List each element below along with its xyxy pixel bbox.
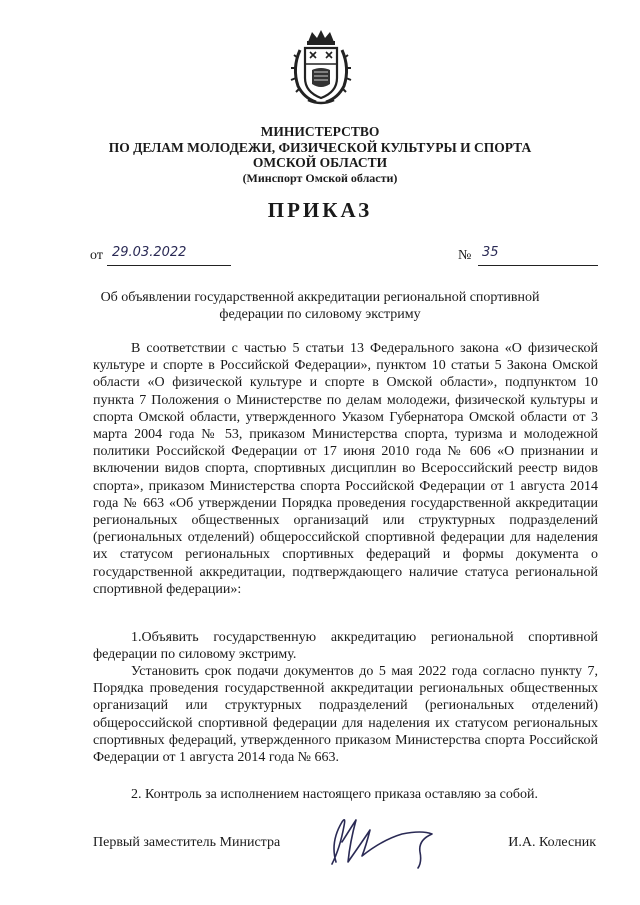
- number-value: 35: [482, 245, 499, 260]
- order-item-1: 1.Объявить государственную аккредитацию региональной спортивной федерации по силовому экстриму.: [93, 630, 598, 663]
- signatory-name: И.А. Колесник: [508, 835, 596, 850]
- ministry-line: ПО ДЕЛАМ МОЛОДЕЖИ, ФИЗИЧЕСКОЙ КУЛЬТУРЫ И СПОРТА: [108, 139, 532, 155]
- signatory-position: Первый заместитель Министра: [93, 835, 281, 850]
- document-title: ПРИКАЗ: [267, 198, 373, 222]
- document-subject: Об объявлении государственной аккредитации региональной спортивной федерации по силовому экстриму: [100, 290, 540, 322]
- ministry-name: [90, 124, 550, 186]
- date-field: [90, 245, 187, 264]
- date-value: 29.03.2022: [112, 245, 187, 260]
- preamble-paragraph: В соответствии с частью 5 статьи 13 Федерального закона «О физической культуре и спорте в Российской Федерации», пунктом 10 статьи 5 Закона Омской области «О физической культуре и спорте в Омской области», подпунктом 10 пункта 7 Положения о Министерстве по делам молодежи, физической культуры и спорта Омской области, утвержденного Указом Губернатора Омской области от 3 марта 2004 года № 53, приказом Министерства спорта, туризма и молодежной политики Российской Федерации от 17 июня 2010 года № 606 «О признании и включении видов спорта, спортивных дисциплин во Всероссийский реестр видов спорта», приказом Министерства спорта Российской Федерации от 1 августа 2014 года № 663 «Об утверждении Порядка проведения государственной аккредитации региональных общественных организаций или структурных подразделений (региональных отделений) общероссийской спортивной федерации для наделения их статусом региональных спортивных федераций и формы документа о государственной аккредитации, подтверждающего наличие статуса региональной спортивной федерации»:: [93, 341, 598, 597]
- document-meta: [90, 245, 600, 270]
- ministry-line: МИНИСТЕРСТВО: [260, 124, 380, 139]
- order-item-1-deadline: Установить срок подачи документов до 5 мая 2022 года согласно пункту 7, Порядка проведения государственной аккредитации региональных общественных организаций или структурных подразделений (региональных отделений) общероссийской спортивной федерации для наделения их статусом региональных спортивных федераций, утвержденного приказом Министерства спорта Российской Федерации от 1 августа 2014 года № 663.: [93, 664, 598, 766]
- coat-of-arms-icon: [290, 28, 352, 108]
- ministry-short-name: (Минспорт Омской области): [242, 170, 398, 185]
- number-underline: [478, 265, 598, 266]
- date-underline: [107, 265, 231, 266]
- number-field: [458, 245, 499, 264]
- ministry-line: ОМСКОЙ ОБЛАСТИ: [252, 155, 388, 170]
- order-item-2: 2. Контроль за исполнением настоящего приказа оставляю за собой.: [131, 787, 539, 802]
- number-prefix: №: [458, 248, 472, 263]
- date-prefix: от: [90, 248, 103, 263]
- handwritten-signature: [322, 812, 452, 870]
